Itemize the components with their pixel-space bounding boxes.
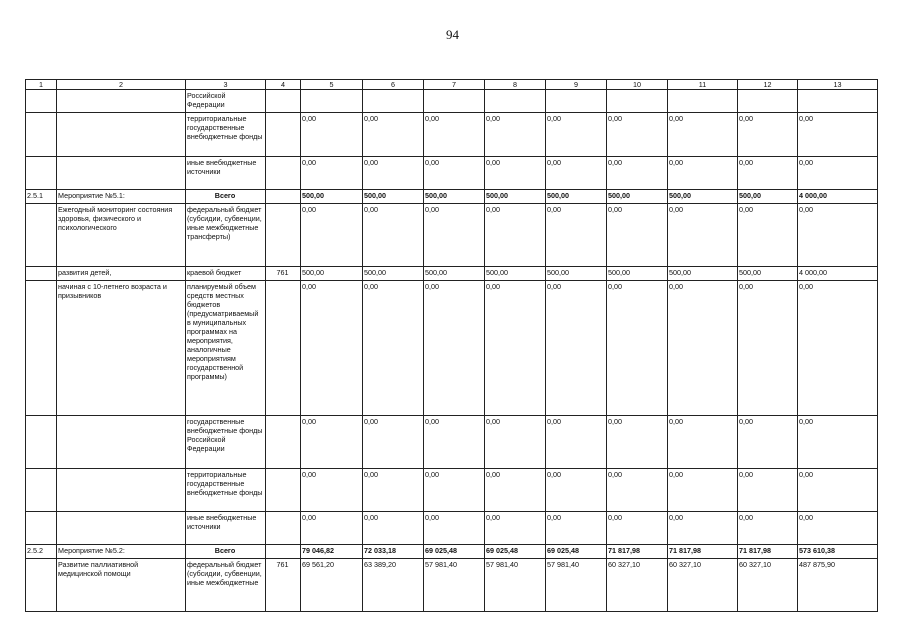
- column-header: 13: [798, 80, 878, 90]
- amount-cell: 69 561,20: [301, 559, 363, 612]
- amount-cell: 0,00: [485, 113, 546, 157]
- item-number-cell: [26, 559, 57, 612]
- item-number-cell: [26, 281, 57, 416]
- code-cell: [266, 157, 301, 190]
- amount-cell: 0,00: [738, 281, 798, 416]
- event-name-cell: Мероприятие №5.1:: [57, 190, 186, 204]
- amount-cell: 0,00: [607, 512, 668, 545]
- amount-cell: [363, 90, 424, 113]
- funding-source-cell: Всего: [186, 545, 266, 559]
- funding-source-cell: Всего: [186, 190, 266, 204]
- amount-cell: 0,00: [798, 113, 878, 157]
- column-header: 7: [424, 80, 485, 90]
- amount-cell: 500,00: [607, 190, 668, 204]
- funding-source-cell: краевой бюджет: [186, 267, 266, 281]
- column-header: 10: [607, 80, 668, 90]
- amount-cell: 0,00: [738, 113, 798, 157]
- amount-cell: 4 000,00: [798, 190, 878, 204]
- table-row: [26, 512, 878, 545]
- item-number-cell: [26, 469, 57, 512]
- funding-source-cell: территориальные государственные внебюджетные фонды: [186, 113, 266, 157]
- amount-cell: [668, 90, 738, 113]
- table-row: [26, 267, 878, 281]
- amount-cell: 0,00: [424, 281, 485, 416]
- amount-cell: 500,00: [424, 190, 485, 204]
- amount-cell: 500,00: [363, 267, 424, 281]
- item-number-cell: [26, 157, 57, 190]
- amount-cell: 0,00: [363, 281, 424, 416]
- column-header: 8: [485, 80, 546, 90]
- amount-cell: 0,00: [363, 204, 424, 267]
- amount-cell: 0,00: [424, 157, 485, 190]
- code-cell: [266, 512, 301, 545]
- column-header: 3: [186, 80, 266, 90]
- column-header: 2: [57, 80, 186, 90]
- amount-cell: 500,00: [485, 190, 546, 204]
- amount-cell: 0,00: [301, 113, 363, 157]
- amount-cell: 500,00: [546, 190, 607, 204]
- amount-cell: 57 981,40: [546, 559, 607, 612]
- event-name-cell: развития детей,: [57, 267, 186, 281]
- amount-cell: [738, 90, 798, 113]
- code-cell: 761: [266, 267, 301, 281]
- amount-cell: [607, 90, 668, 113]
- amount-cell: 57 981,40: [485, 559, 546, 612]
- item-number-cell: 2.5.2: [26, 545, 57, 559]
- event-name-cell: Развитие паллиативной медицинской помощи: [57, 559, 186, 612]
- table-row: [26, 190, 878, 204]
- amount-cell: 0,00: [424, 416, 485, 469]
- table-row: [26, 559, 878, 612]
- amount-cell: 0,00: [738, 157, 798, 190]
- event-name-cell: [57, 113, 186, 157]
- amount-cell: 0,00: [301, 281, 363, 416]
- amount-cell: 0,00: [546, 157, 607, 190]
- amount-cell: 0,00: [301, 512, 363, 545]
- amount-cell: 0,00: [485, 157, 546, 190]
- amount-cell: 0,00: [668, 512, 738, 545]
- amount-cell: 57 981,40: [424, 559, 485, 612]
- amount-cell: [424, 90, 485, 113]
- amount-cell: [546, 90, 607, 113]
- event-name-cell: [57, 416, 186, 469]
- amount-cell: 69 025,48: [485, 545, 546, 559]
- event-name-cell: Мероприятие №5.2:: [57, 545, 186, 559]
- amount-cell: 0,00: [738, 512, 798, 545]
- amount-cell: 0,00: [485, 204, 546, 267]
- amount-cell: 0,00: [798, 469, 878, 512]
- amount-cell: 500,00: [301, 190, 363, 204]
- amount-cell: 71 817,98: [668, 545, 738, 559]
- amount-cell: [485, 90, 546, 113]
- amount-cell: 500,00: [738, 267, 798, 281]
- table-row: [26, 157, 878, 190]
- amount-cell: 0,00: [485, 512, 546, 545]
- amount-cell: 0,00: [738, 204, 798, 267]
- column-header: 11: [668, 80, 738, 90]
- amount-cell: 0,00: [546, 512, 607, 545]
- amount-cell: 500,00: [546, 267, 607, 281]
- item-number-cell: 2.5.1: [26, 190, 57, 204]
- amount-cell: [798, 90, 878, 113]
- amount-cell: 60 327,10: [668, 559, 738, 612]
- funding-source-cell: иные внебюджетные источники: [186, 512, 266, 545]
- event-name-cell: Ежегодный мониторинг состояния здоровья, физического и психологического: [57, 204, 186, 267]
- amount-cell: 500,00: [668, 190, 738, 204]
- item-number-cell: [26, 512, 57, 545]
- amount-cell: 72 033,18: [363, 545, 424, 559]
- column-header: 12: [738, 80, 798, 90]
- amount-cell: 0,00: [485, 281, 546, 416]
- funding-source-cell: Российской Федерации: [186, 90, 266, 113]
- amount-cell: 500,00: [485, 267, 546, 281]
- column-header: 4: [266, 80, 301, 90]
- item-number-cell: [26, 267, 57, 281]
- amount-cell: 0,00: [546, 281, 607, 416]
- code-cell: [266, 281, 301, 416]
- amount-cell: 60 327,10: [607, 559, 668, 612]
- amount-cell: 500,00: [363, 190, 424, 204]
- amount-cell: 500,00: [301, 267, 363, 281]
- column-header: 6: [363, 80, 424, 90]
- event-name-cell: [57, 157, 186, 190]
- amount-cell: 0,00: [668, 113, 738, 157]
- amount-cell: 0,00: [607, 113, 668, 157]
- amount-cell: 0,00: [668, 416, 738, 469]
- event-name-cell: [57, 469, 186, 512]
- amount-cell: 500,00: [738, 190, 798, 204]
- amount-cell: 573 610,38: [798, 545, 878, 559]
- amount-cell: 0,00: [424, 512, 485, 545]
- amount-cell: 0,00: [363, 416, 424, 469]
- amount-cell: 71 817,98: [738, 545, 798, 559]
- funding-source-cell: территориальные государственные внебюджетные фонды: [186, 469, 266, 512]
- amount-cell: 0,00: [301, 204, 363, 267]
- amount-cell: 0,00: [607, 416, 668, 469]
- amount-cell: 0,00: [424, 204, 485, 267]
- amount-cell: 0,00: [301, 157, 363, 190]
- amount-cell: 71 817,98: [607, 545, 668, 559]
- amount-cell: 0,00: [546, 113, 607, 157]
- amount-cell: 0,00: [798, 204, 878, 267]
- column-header: 9: [546, 80, 607, 90]
- table-row: [26, 90, 878, 113]
- amount-cell: 0,00: [607, 469, 668, 512]
- amount-cell: 500,00: [424, 267, 485, 281]
- column-header: 5: [301, 80, 363, 90]
- amount-cell: 0,00: [301, 416, 363, 469]
- budget-table: [25, 79, 878, 612]
- amount-cell: 0,00: [798, 416, 878, 469]
- code-cell: 761: [266, 559, 301, 612]
- amount-cell: [301, 90, 363, 113]
- funding-source-cell: федеральный бюджет (субсидии, субвенции, иные межбюджетные: [186, 559, 266, 612]
- amount-cell: 0,00: [363, 512, 424, 545]
- amount-cell: 0,00: [485, 469, 546, 512]
- funding-source-cell: иные внебюджетные источники: [186, 157, 266, 190]
- amount-cell: 0,00: [546, 416, 607, 469]
- amount-cell: 0,00: [798, 281, 878, 416]
- amount-cell: 0,00: [485, 416, 546, 469]
- amount-cell: 0,00: [607, 204, 668, 267]
- amount-cell: 4 000,00: [798, 267, 878, 281]
- amount-cell: 0,00: [546, 469, 607, 512]
- event-name-cell: [57, 90, 186, 113]
- table-row: [26, 469, 878, 512]
- table-row: [26, 204, 878, 267]
- amount-cell: 0,00: [607, 157, 668, 190]
- funding-source-cell: государственные внебюджетные фонды Российской Федерации: [186, 416, 266, 469]
- amount-cell: 0,00: [668, 469, 738, 512]
- table-row: [26, 416, 878, 469]
- code-cell: [266, 190, 301, 204]
- amount-cell: 60 327,10: [738, 559, 798, 612]
- amount-cell: 79 046,82: [301, 545, 363, 559]
- amount-cell: 0,00: [607, 281, 668, 416]
- table-row: [26, 545, 878, 559]
- amount-cell: 69 025,48: [424, 545, 485, 559]
- amount-cell: 0,00: [363, 469, 424, 512]
- amount-cell: 0,00: [546, 204, 607, 267]
- amount-cell: 0,00: [668, 281, 738, 416]
- amount-cell: 0,00: [798, 512, 878, 545]
- item-number-cell: [26, 90, 57, 113]
- event-name-cell: [57, 512, 186, 545]
- amount-cell: 0,00: [301, 469, 363, 512]
- table-row: [26, 281, 878, 416]
- item-number-cell: [26, 416, 57, 469]
- amount-cell: 0,00: [363, 113, 424, 157]
- amount-cell: 500,00: [607, 267, 668, 281]
- amount-cell: 500,00: [668, 267, 738, 281]
- column-header: 1: [26, 80, 57, 90]
- amount-cell: 0,00: [798, 157, 878, 190]
- event-name-cell: начиная с 10-летнего возраста и призывников: [57, 281, 186, 416]
- page-number: 94: [446, 27, 459, 42]
- amount-cell: 69 025,48: [546, 545, 607, 559]
- item-number-cell: [26, 204, 57, 267]
- amount-cell: 487 875,90: [798, 559, 878, 612]
- code-cell: [266, 416, 301, 469]
- table-row: [26, 113, 878, 157]
- amount-cell: 0,00: [738, 469, 798, 512]
- code-cell: [266, 113, 301, 157]
- amount-cell: 0,00: [668, 204, 738, 267]
- amount-cell: 0,00: [738, 416, 798, 469]
- amount-cell: 0,00: [668, 157, 738, 190]
- amount-cell: 0,00: [424, 113, 485, 157]
- code-cell: [266, 469, 301, 512]
- item-number-cell: [26, 113, 57, 157]
- amount-cell: 63 389,20: [363, 559, 424, 612]
- amount-cell: 0,00: [363, 157, 424, 190]
- funding-source-cell: планируемый объем средств местных бюджетов (предусматриваемый в муниципальных программах на мероприятия, аналогичные мероприятиям государственной программы): [186, 281, 266, 416]
- code-cell: [266, 90, 301, 113]
- header-row: [26, 80, 878, 90]
- amount-cell: 0,00: [424, 469, 485, 512]
- funding-source-cell: федеральный бюджет (субсидии, субвенции, иные межбюджетные трансферты): [186, 204, 266, 267]
- code-cell: [266, 204, 301, 267]
- code-cell: [266, 545, 301, 559]
